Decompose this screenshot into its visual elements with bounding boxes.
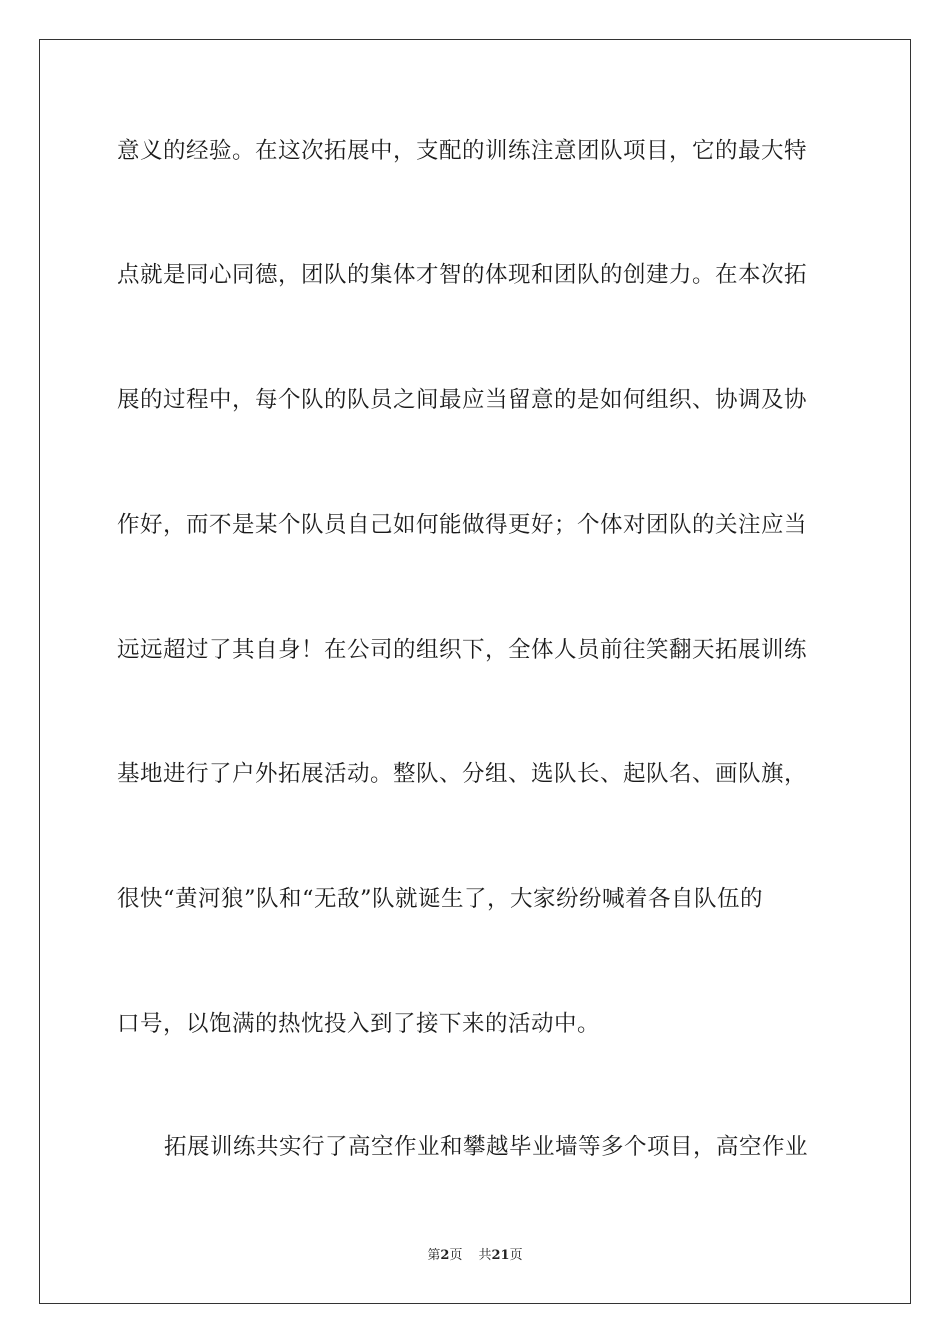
body-line-7: 很快“黄河狼”队和“无敌”队就诞生了，大家纷纷喊着各自队伍的 [117, 886, 764, 912]
total-label-suffix: 页 [509, 1248, 523, 1263]
body-line-4: 作好，而不是某个队员自己如何能做得更好；个体对团队的关注应当 [117, 512, 808, 538]
total-page-count: 21 [491, 1248, 510, 1263]
body-line-2: 点就是同心同德，团队的集体才智的体现和团队的创建力。在本次拓 [117, 262, 808, 288]
total-label-prefix: 共 [478, 1248, 492, 1263]
page-label-prefix: 第 [427, 1248, 441, 1263]
body-line-6: 基地进行了户外拓展活动。整队、分组、选队长、起队名、画队旗， [117, 761, 808, 787]
body-line-5: 远远超过了其自身！在公司的组织下，全体人员前往笑翻天拓展训练 [117, 637, 808, 663]
page-border [39, 39, 911, 1304]
body-line-8: 口号，以饱满的热忱投入到了接下来的活动中。 [117, 1011, 601, 1037]
body-line-9-paragraph-start: 拓展训练共实行了高空作业和攀越毕业墙等多个项目，高空作业 [164, 1134, 809, 1160]
body-line-1: 意义的经验。在这次拓展中，支配的训练注意团队项目，它的最大特 [117, 138, 808, 164]
current-page-number: 2 [440, 1248, 450, 1263]
page-label-suffix: 页 [449, 1248, 463, 1263]
body-line-3: 展的过程中，每个队的队员之间最应当留意的是如何组织、协调及协 [117, 387, 808, 413]
page-footer [0, 1246, 950, 1266]
